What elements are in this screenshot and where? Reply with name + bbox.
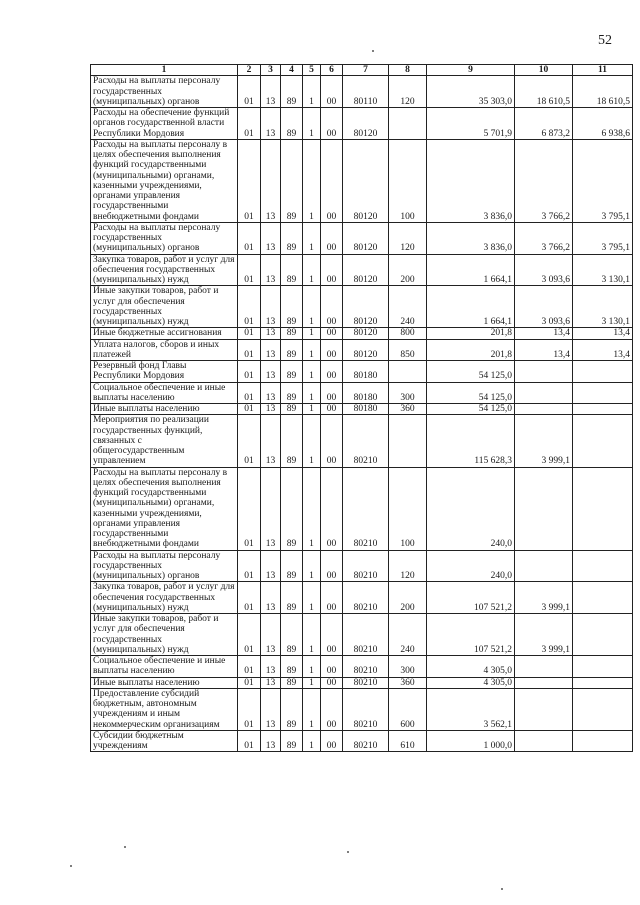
cell-program: 89 — [281, 139, 303, 222]
cell-event: 00 — [321, 730, 343, 752]
cell-name: Иные выплаты населению — [91, 404, 238, 415]
cell-subsection: 13 — [261, 76, 281, 108]
column-header: 6 — [321, 65, 343, 76]
cell-amount-1: 1 664,1 — [427, 286, 515, 328]
cell-amount-1: 1 000,0 — [427, 730, 515, 752]
cell-subsection: 13 — [261, 382, 281, 404]
cell-direction: 80180 — [343, 361, 389, 383]
cell-amount-2: 3 999,1 — [515, 614, 573, 656]
cell-expense-type — [389, 415, 427, 467]
cell-amount-3: 3 130,1 — [573, 286, 633, 328]
cell-subsection: 13 — [261, 614, 281, 656]
cell-expense-type: 360 — [389, 677, 427, 688]
cell-subprogram: 1 — [303, 688, 321, 730]
table-row — [91, 339, 633, 361]
cell-amount-3 — [573, 404, 633, 415]
cell-program: 89 — [281, 550, 303, 582]
cell-amount-3 — [573, 467, 633, 550]
cell-amount-3 — [573, 614, 633, 656]
table-row — [91, 582, 633, 614]
cell-section: 01 — [238, 361, 261, 383]
cell-event: 00 — [321, 328, 343, 339]
column-header: 3 — [261, 65, 281, 76]
scan-speck — [124, 846, 126, 848]
cell-direction: 80120 — [343, 222, 389, 254]
cell-subprogram: 1 — [303, 222, 321, 254]
cell-amount-3: 18 610,5 — [573, 76, 633, 108]
scan-speck — [70, 865, 72, 867]
cell-name: Закупка товаров, работ и услуг для обеспечения государственных (муниципальных) нужд — [91, 582, 238, 614]
cell-event: 00 — [321, 339, 343, 361]
cell-expense-type: 850 — [389, 339, 427, 361]
cell-name: Расходы на выплаты персоналу государственных (муниципальных) органов — [91, 550, 238, 582]
cell-amount-2: 3 999,1 — [515, 582, 573, 614]
cell-amount-2: 3 766,2 — [515, 222, 573, 254]
cell-amount-3: 3 795,1 — [573, 139, 633, 222]
cell-section: 01 — [238, 656, 261, 678]
cell-subprogram: 1 — [303, 328, 321, 339]
cell-event: 00 — [321, 656, 343, 678]
cell-event: 00 — [321, 76, 343, 108]
cell-section: 01 — [238, 614, 261, 656]
cell-name: Расходы на обеспечение функций органов государственной власти Республики Мордовия — [91, 108, 238, 140]
page-number: 52 — [598, 33, 612, 48]
cell-amount-3 — [573, 688, 633, 730]
cell-amount-2 — [515, 688, 573, 730]
cell-name: Социальное обеспечение и иные выплаты населению — [91, 656, 238, 678]
cell-direction: 80210 — [343, 415, 389, 467]
cell-amount-2 — [515, 404, 573, 415]
cell-direction: 80110 — [343, 76, 389, 108]
scan-speck — [501, 888, 503, 890]
cell-direction: 80180 — [343, 404, 389, 415]
table-row — [91, 614, 633, 656]
cell-amount-3: 13,4 — [573, 339, 633, 361]
cell-amount-1: 3 836,0 — [427, 139, 515, 222]
table-row — [91, 254, 633, 286]
cell-amount-3 — [573, 382, 633, 404]
cell-program: 89 — [281, 361, 303, 383]
cell-subprogram: 1 — [303, 108, 321, 140]
cell-expense-type: 600 — [389, 688, 427, 730]
cell-direction: 80210 — [343, 550, 389, 582]
table-header-row — [91, 65, 633, 76]
table-row — [91, 415, 633, 467]
cell-name: Иные бюджетные ассигнования — [91, 328, 238, 339]
cell-name: Резервный фонд Главы Республики Мордовия — [91, 361, 238, 383]
cell-amount-1: 240,0 — [427, 550, 515, 582]
table-row — [91, 550, 633, 582]
cell-section: 01 — [238, 382, 261, 404]
cell-name: Социальное обеспечение и иные выплаты населению — [91, 382, 238, 404]
cell-amount-1: 107 521,2 — [427, 614, 515, 656]
cell-direction: 80210 — [343, 730, 389, 752]
cell-program: 89 — [281, 108, 303, 140]
cell-name: Расходы на выплаты персоналу в целях обеспечения выполнения функций государственными (муниципальными) органами, казенными учреждениями, органами управления государственными внебюджетными фондами — [91, 139, 238, 222]
cell-subprogram: 1 — [303, 677, 321, 688]
cell-program: 89 — [281, 467, 303, 550]
cell-event: 00 — [321, 614, 343, 656]
cell-subprogram: 1 — [303, 254, 321, 286]
table-row — [91, 328, 633, 339]
cell-program: 89 — [281, 688, 303, 730]
cell-direction: 80120 — [343, 139, 389, 222]
cell-section: 01 — [238, 677, 261, 688]
cell-direction: 80120 — [343, 328, 389, 339]
cell-expense-type: 240 — [389, 614, 427, 656]
cell-expense-type — [389, 361, 427, 383]
cell-amount-2 — [515, 361, 573, 383]
cell-subsection: 13 — [261, 404, 281, 415]
cell-name: Закупка товаров, работ и услуг для обеспечения государственных (муниципальных) нужд — [91, 254, 238, 286]
cell-amount-3 — [573, 730, 633, 752]
cell-subsection: 13 — [261, 328, 281, 339]
cell-subsection: 13 — [261, 254, 281, 286]
cell-event: 00 — [321, 404, 343, 415]
cell-event: 00 — [321, 582, 343, 614]
cell-direction: 80210 — [343, 656, 389, 678]
cell-amount-2: 18 610,5 — [515, 76, 573, 108]
cell-expense-type: 200 — [389, 254, 427, 286]
cell-amount-1: 201,8 — [427, 328, 515, 339]
cell-subprogram: 1 — [303, 730, 321, 752]
cell-event: 00 — [321, 139, 343, 222]
cell-name: Мероприятия по реализации государственных функций, связанных с общегосударственным управлением — [91, 415, 238, 467]
cell-section: 01 — [238, 404, 261, 415]
column-header: 5 — [303, 65, 321, 76]
cell-subprogram: 1 — [303, 415, 321, 467]
cell-name: Уплата налогов, сборов и иных платежей — [91, 339, 238, 361]
cell-program: 89 — [281, 286, 303, 328]
cell-amount-2 — [515, 550, 573, 582]
cell-event: 00 — [321, 688, 343, 730]
cell-program: 89 — [281, 730, 303, 752]
table-row — [91, 76, 633, 108]
cell-direction: 80210 — [343, 582, 389, 614]
cell-expense-type: 100 — [389, 467, 427, 550]
cell-amount-1: 35 303,0 — [427, 76, 515, 108]
cell-event: 00 — [321, 382, 343, 404]
table-row — [91, 467, 633, 550]
cell-program: 89 — [281, 254, 303, 286]
column-header: 11 — [573, 65, 633, 76]
cell-name: Расходы на выплаты персоналу в целях обеспечения выполнения функций государственными (муниципальными) органами, казенными учреждениями, органами управления государственными внебюджетными фондами — [91, 467, 238, 550]
cell-amount-1: 54 125,0 — [427, 404, 515, 415]
cell-subprogram: 1 — [303, 361, 321, 383]
table-row — [91, 688, 633, 730]
cell-event: 00 — [321, 677, 343, 688]
cell-program: 89 — [281, 222, 303, 254]
cell-name: Предоставление субсидий бюджетным, автономным учреждениям и иным некоммерческим организациям — [91, 688, 238, 730]
cell-amount-1: 5 701,9 — [427, 108, 515, 140]
cell-direction: 80120 — [343, 108, 389, 140]
column-header: 9 — [427, 65, 515, 76]
cell-section: 01 — [238, 254, 261, 286]
column-header: 8 — [389, 65, 427, 76]
cell-subsection: 13 — [261, 688, 281, 730]
table-row — [91, 222, 633, 254]
cell-amount-1: 54 125,0 — [427, 382, 515, 404]
cell-event: 00 — [321, 108, 343, 140]
budget-table — [90, 64, 633, 752]
cell-amount-1: 115 628,3 — [427, 415, 515, 467]
cell-expense-type: 300 — [389, 656, 427, 678]
cell-amount-3: 3 130,1 — [573, 254, 633, 286]
cell-amount-2: 3 093,6 — [515, 286, 573, 328]
cell-amount-3: 6 938,6 — [573, 108, 633, 140]
cell-subsection: 13 — [261, 286, 281, 328]
cell-amount-1: 240,0 — [427, 467, 515, 550]
cell-subprogram: 1 — [303, 139, 321, 222]
cell-amount-1: 4 305,0 — [427, 677, 515, 688]
cell-program: 89 — [281, 328, 303, 339]
cell-section: 01 — [238, 286, 261, 328]
cell-section: 01 — [238, 550, 261, 582]
cell-name: Иные закупки товаров, работ и услуг для обеспечения государственных (муниципальных) нужд — [91, 614, 238, 656]
cell-direction: 80120 — [343, 339, 389, 361]
table-row — [91, 656, 633, 678]
table-row — [91, 382, 633, 404]
table-row — [91, 361, 633, 383]
cell-direction: 80210 — [343, 688, 389, 730]
cell-subprogram: 1 — [303, 404, 321, 415]
cell-amount-1: 201,8 — [427, 339, 515, 361]
cell-amount-2 — [515, 467, 573, 550]
cell-subprogram: 1 — [303, 614, 321, 656]
cell-expense-type: 360 — [389, 404, 427, 415]
cell-amount-3: 13,4 — [573, 328, 633, 339]
cell-amount-1: 3 836,0 — [427, 222, 515, 254]
cell-amount-3 — [573, 415, 633, 467]
cell-program: 89 — [281, 339, 303, 361]
column-header: 10 — [515, 65, 573, 76]
table-body — [91, 76, 633, 752]
cell-section: 01 — [238, 108, 261, 140]
cell-expense-type: 610 — [389, 730, 427, 752]
table-row — [91, 404, 633, 415]
cell-expense-type: 120 — [389, 222, 427, 254]
table-row — [91, 108, 633, 140]
cell-expense-type — [389, 108, 427, 140]
cell-direction: 80210 — [343, 677, 389, 688]
cell-event: 00 — [321, 361, 343, 383]
cell-section: 01 — [238, 76, 261, 108]
cell-subprogram: 1 — [303, 467, 321, 550]
scan-speck — [372, 50, 374, 52]
cell-expense-type: 200 — [389, 582, 427, 614]
cell-section: 01 — [238, 222, 261, 254]
cell-amount-3 — [573, 677, 633, 688]
table-row — [91, 286, 633, 328]
cell-direction: 80180 — [343, 382, 389, 404]
cell-amount-2: 6 873,2 — [515, 108, 573, 140]
cell-amount-1: 107 521,2 — [427, 582, 515, 614]
cell-amount-2 — [515, 382, 573, 404]
cell-expense-type: 240 — [389, 286, 427, 328]
cell-program: 89 — [281, 415, 303, 467]
scan-speck — [347, 851, 349, 853]
cell-subsection: 13 — [261, 415, 281, 467]
cell-subsection: 13 — [261, 108, 281, 140]
cell-subsection: 13 — [261, 139, 281, 222]
cell-section: 01 — [238, 730, 261, 752]
cell-amount-3 — [573, 361, 633, 383]
cell-event: 00 — [321, 467, 343, 550]
cell-direction: 80210 — [343, 614, 389, 656]
cell-program: 89 — [281, 614, 303, 656]
cell-subsection: 13 — [261, 730, 281, 752]
cell-expense-type: 120 — [389, 76, 427, 108]
cell-subsection: 13 — [261, 677, 281, 688]
cell-subsection: 13 — [261, 361, 281, 383]
cell-name: Иные закупки товаров, работ и услуг для обеспечения государственных (муниципальных) нужд — [91, 286, 238, 328]
table-row — [91, 677, 633, 688]
cell-amount-1: 54 125,0 — [427, 361, 515, 383]
cell-subprogram: 1 — [303, 382, 321, 404]
cell-name: Расходы на выплаты персоналу государственных (муниципальных) органов — [91, 222, 238, 254]
cell-subprogram: 1 — [303, 582, 321, 614]
cell-program: 89 — [281, 76, 303, 108]
cell-amount-2 — [515, 730, 573, 752]
cell-name: Субсидии бюджетным учреждениям — [91, 730, 238, 752]
cell-event: 00 — [321, 222, 343, 254]
cell-subsection: 13 — [261, 339, 281, 361]
cell-subsection: 13 — [261, 656, 281, 678]
cell-amount-3: 3 795,1 — [573, 222, 633, 254]
cell-section: 01 — [238, 339, 261, 361]
cell-subsection: 13 — [261, 582, 281, 614]
cell-amount-2: 3 999,1 — [515, 415, 573, 467]
cell-amount-2: 3 766,2 — [515, 139, 573, 222]
column-header: 4 — [281, 65, 303, 76]
cell-amount-2 — [515, 677, 573, 688]
cell-expense-type: 800 — [389, 328, 427, 339]
cell-direction: 80120 — [343, 254, 389, 286]
cell-section: 01 — [238, 467, 261, 550]
cell-subprogram: 1 — [303, 550, 321, 582]
cell-subsection: 13 — [261, 467, 281, 550]
cell-section: 01 — [238, 139, 261, 222]
cell-amount-1: 3 562,1 — [427, 688, 515, 730]
cell-subsection: 13 — [261, 550, 281, 582]
cell-amount-1: 1 664,1 — [427, 254, 515, 286]
cell-section: 01 — [238, 415, 261, 467]
cell-event: 00 — [321, 286, 343, 328]
cell-program: 89 — [281, 656, 303, 678]
cell-direction: 80120 — [343, 286, 389, 328]
cell-amount-3 — [573, 582, 633, 614]
cell-program: 89 — [281, 582, 303, 614]
cell-name: Расходы на выплаты персоналу государственных (муниципальных) органов — [91, 76, 238, 108]
cell-amount-3 — [573, 550, 633, 582]
table-row — [91, 730, 633, 752]
cell-expense-type: 120 — [389, 550, 427, 582]
cell-event: 00 — [321, 415, 343, 467]
cell-subprogram: 1 — [303, 656, 321, 678]
cell-event: 00 — [321, 254, 343, 286]
column-header: 7 — [343, 65, 389, 76]
column-header: 2 — [238, 65, 261, 76]
cell-subsection: 13 — [261, 222, 281, 254]
cell-name: Иные выплаты населению — [91, 677, 238, 688]
table-row — [91, 139, 633, 222]
cell-expense-type: 300 — [389, 382, 427, 404]
cell-amount-2: 3 093,6 — [515, 254, 573, 286]
cell-amount-3 — [573, 656, 633, 678]
cell-program: 89 — [281, 677, 303, 688]
cell-subprogram: 1 — [303, 76, 321, 108]
column-header: 1 — [91, 65, 238, 76]
cell-amount-2: 13,4 — [515, 339, 573, 361]
cell-section: 01 — [238, 582, 261, 614]
cell-expense-type: 100 — [389, 139, 427, 222]
cell-program: 89 — [281, 382, 303, 404]
cell-amount-2: 13,4 — [515, 328, 573, 339]
cell-amount-1: 4 305,0 — [427, 656, 515, 678]
cell-direction: 80210 — [343, 467, 389, 550]
cell-section: 01 — [238, 328, 261, 339]
cell-amount-2 — [515, 656, 573, 678]
cell-program: 89 — [281, 404, 303, 415]
cell-subprogram: 1 — [303, 339, 321, 361]
cell-section: 01 — [238, 688, 261, 730]
cell-subprogram: 1 — [303, 286, 321, 328]
cell-event: 00 — [321, 550, 343, 582]
